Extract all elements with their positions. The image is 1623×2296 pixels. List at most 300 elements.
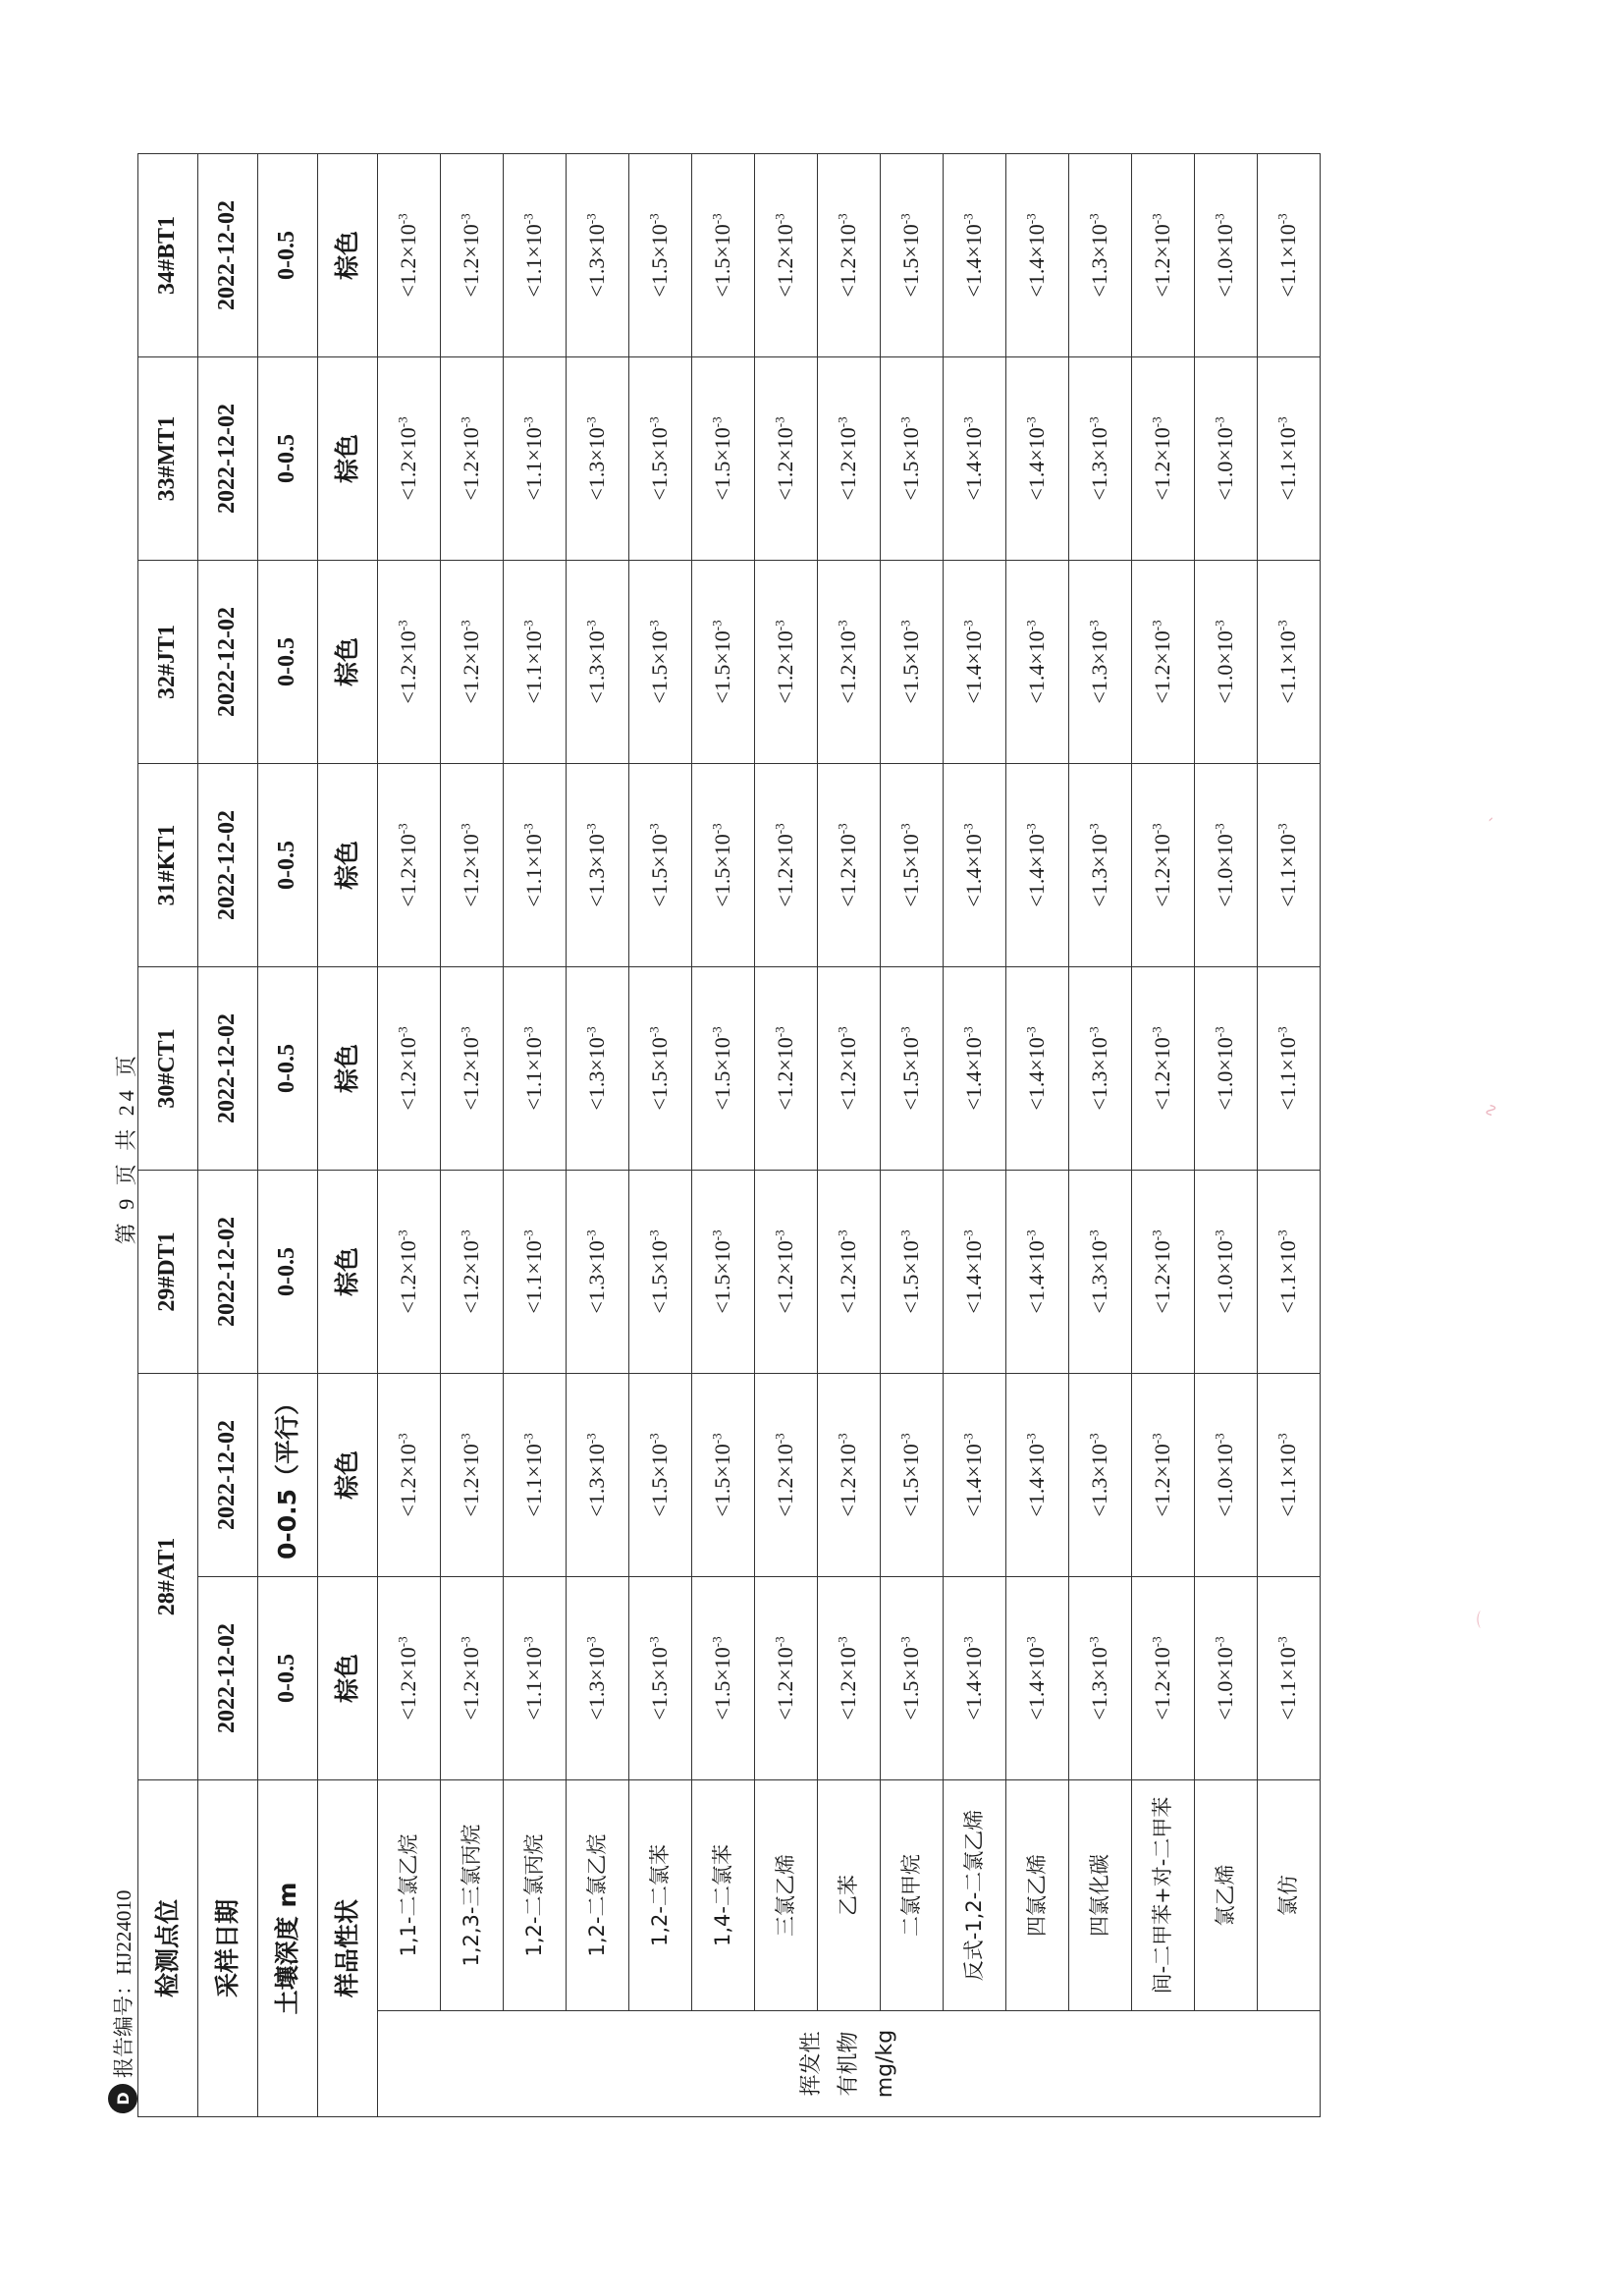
value-mantissa: <1.2×10 bbox=[773, 427, 798, 501]
value-cell bbox=[818, 357, 881, 561]
value-exponent: -3 bbox=[1212, 1636, 1227, 1648]
report-number: 报告编号：HJ224010 bbox=[112, 1889, 135, 2078]
value-exponent: -3 bbox=[583, 620, 599, 631]
value-cell bbox=[755, 967, 818, 1171]
value-cell bbox=[567, 1171, 629, 1374]
value-exponent: -3 bbox=[1086, 213, 1102, 225]
value-mantissa: <1.5×10 bbox=[898, 630, 924, 704]
value-exponent: -3 bbox=[960, 213, 976, 225]
appearance-cell: 棕色 bbox=[318, 1171, 378, 1374]
value-exponent: -3 bbox=[772, 416, 787, 428]
value-cell bbox=[1258, 357, 1321, 561]
value-cell bbox=[378, 967, 441, 1171]
header-row-point bbox=[138, 154, 198, 2117]
value-mantissa: <1.5×10 bbox=[647, 630, 673, 704]
value-exponent: -3 bbox=[395, 823, 410, 835]
value-cell bbox=[1132, 967, 1195, 1171]
value-exponent: -3 bbox=[520, 620, 536, 631]
data-row bbox=[818, 154, 881, 2117]
value-cell bbox=[1006, 357, 1069, 561]
value-mantissa: <1.1×10 bbox=[521, 224, 547, 298]
value-exponent: -3 bbox=[1274, 1230, 1290, 1241]
value-cell bbox=[1258, 1171, 1321, 1374]
param-name: 1,4-二氯苯 bbox=[692, 1780, 755, 2011]
value-mantissa: <1.3×10 bbox=[584, 834, 610, 907]
value-exponent: -3 bbox=[583, 1636, 599, 1648]
value-exponent: -3 bbox=[583, 213, 599, 225]
value-cell bbox=[441, 1374, 504, 1577]
value-mantissa: <1.5×10 bbox=[710, 1037, 735, 1111]
value-exponent: -3 bbox=[709, 1636, 725, 1648]
value-exponent: -3 bbox=[1149, 823, 1164, 835]
value-exponent: -3 bbox=[1274, 1636, 1290, 1648]
value-cell bbox=[378, 1374, 441, 1577]
label-appearance: 样品性状 bbox=[318, 1780, 378, 2117]
value-cell bbox=[818, 154, 881, 357]
value-cell bbox=[1258, 967, 1321, 1171]
value-exponent: -3 bbox=[458, 823, 473, 835]
value-cell bbox=[1069, 154, 1132, 357]
appearance-cell: 棕色 bbox=[318, 154, 378, 357]
value-cell bbox=[1069, 764, 1132, 967]
value-mantissa: <1.0×10 bbox=[1213, 1037, 1238, 1111]
value-mantissa: <1.5×10 bbox=[710, 630, 735, 704]
value-mantissa: <1.5×10 bbox=[647, 1444, 673, 1517]
label-date: 采样日期 bbox=[198, 1780, 258, 2117]
value-cell bbox=[1132, 764, 1195, 967]
param-name: 反式-1,2-二氯乙烯 bbox=[944, 1780, 1006, 2011]
value-mantissa: <1.2×10 bbox=[459, 630, 484, 704]
value-mantissa: <1.1×10 bbox=[1275, 834, 1301, 907]
value-mantissa: <1.4×10 bbox=[961, 1647, 987, 1721]
value-mantissa: <1.5×10 bbox=[898, 1444, 924, 1517]
value-exponent: -3 bbox=[395, 416, 410, 428]
value-exponent: -3 bbox=[1023, 823, 1039, 835]
value-mantissa: <1.5×10 bbox=[647, 224, 673, 298]
value-mantissa: <1.2×10 bbox=[396, 224, 421, 298]
value-exponent: -3 bbox=[1149, 213, 1164, 225]
value-cell bbox=[504, 967, 567, 1171]
value-exponent: -3 bbox=[395, 1230, 410, 1241]
value-mantissa: <1.1×10 bbox=[1275, 1037, 1301, 1111]
value-mantissa: <1.2×10 bbox=[459, 1240, 484, 1314]
value-cell bbox=[692, 357, 755, 561]
value-cell bbox=[504, 561, 567, 764]
value-cell bbox=[818, 764, 881, 967]
date-cell: 2022-12-02 bbox=[198, 764, 258, 967]
value-exponent: -3 bbox=[960, 1636, 976, 1648]
value-cell bbox=[1006, 154, 1069, 357]
value-mantissa: <1.4×10 bbox=[1024, 1647, 1050, 1721]
value-exponent: -3 bbox=[1086, 1230, 1102, 1241]
value-cell bbox=[944, 1171, 1006, 1374]
value-cell bbox=[1258, 154, 1321, 357]
value-exponent: -3 bbox=[520, 416, 536, 428]
value-exponent: -3 bbox=[772, 620, 787, 631]
param-name: 氯乙烯 bbox=[1195, 1780, 1258, 2011]
value-mantissa: <1.3×10 bbox=[1087, 1647, 1112, 1721]
value-exponent: -3 bbox=[1149, 416, 1164, 428]
value-exponent: -3 bbox=[1023, 416, 1039, 428]
value-exponent: -3 bbox=[1274, 1433, 1290, 1445]
value-exponent: -3 bbox=[1274, 823, 1290, 835]
value-cell bbox=[1195, 1171, 1258, 1374]
value-exponent: -3 bbox=[960, 416, 976, 428]
value-cell bbox=[944, 561, 1006, 764]
value-mantissa: <1.2×10 bbox=[773, 1444, 798, 1517]
appearance-cell: 棕色 bbox=[318, 561, 378, 764]
value-exponent: -3 bbox=[772, 1230, 787, 1241]
category-cell bbox=[378, 2011, 1321, 2117]
value-cell bbox=[755, 1171, 818, 1374]
value-exponent: -3 bbox=[646, 823, 662, 835]
value-exponent: -3 bbox=[835, 823, 850, 835]
value-cell bbox=[1258, 561, 1321, 764]
value-exponent: -3 bbox=[897, 1230, 913, 1241]
value-mantissa: <1.2×10 bbox=[836, 1647, 861, 1721]
value-cell bbox=[629, 1374, 692, 1577]
value-exponent: -3 bbox=[960, 1433, 976, 1445]
value-cell bbox=[1069, 357, 1132, 561]
value-exponent: -3 bbox=[1212, 416, 1227, 428]
value-cell bbox=[1258, 1374, 1321, 1577]
value-mantissa: <1.5×10 bbox=[710, 1647, 735, 1721]
value-cell bbox=[818, 1577, 881, 1780]
value-cell bbox=[944, 764, 1006, 967]
value-cell bbox=[881, 154, 944, 357]
point-cell: 30#CT1 bbox=[138, 967, 198, 1171]
depth-cell: 0-0.5 bbox=[258, 967, 318, 1171]
value-mantissa: <1.3×10 bbox=[1087, 427, 1112, 501]
value-mantissa: <1.0×10 bbox=[1213, 224, 1238, 298]
value-mantissa: <1.5×10 bbox=[898, 1240, 924, 1314]
value-exponent: -3 bbox=[1023, 620, 1039, 631]
value-exponent: -3 bbox=[583, 823, 599, 835]
value-mantissa: <1.5×10 bbox=[710, 427, 735, 501]
value-mantissa: <1.4×10 bbox=[1024, 630, 1050, 704]
value-mantissa: <1.5×10 bbox=[647, 1647, 673, 1721]
value-mantissa: <1.4×10 bbox=[961, 427, 987, 501]
stamp-mark: ⌒ bbox=[1477, 1611, 1497, 1628]
value-cell bbox=[692, 561, 755, 764]
value-exponent: -3 bbox=[709, 1026, 725, 1038]
value-exponent: -3 bbox=[897, 416, 913, 428]
value-cell bbox=[944, 357, 1006, 561]
value-mantissa: <1.2×10 bbox=[836, 1240, 861, 1314]
value-cell bbox=[1006, 1171, 1069, 1374]
value-cell bbox=[567, 1577, 629, 1780]
value-cell bbox=[1006, 561, 1069, 764]
value-exponent: -3 bbox=[835, 1433, 850, 1445]
value-mantissa: <1.3×10 bbox=[584, 630, 610, 704]
value-cell bbox=[504, 154, 567, 357]
value-cell bbox=[1006, 967, 1069, 1171]
value-mantissa: <1.1×10 bbox=[521, 427, 547, 501]
value-exponent: -3 bbox=[583, 1433, 599, 1445]
value-cell bbox=[567, 561, 629, 764]
value-mantissa: <1.2×10 bbox=[459, 1647, 484, 1721]
value-mantissa: <1.2×10 bbox=[1150, 1240, 1175, 1314]
value-cell bbox=[1258, 764, 1321, 967]
value-exponent: -3 bbox=[1086, 1433, 1102, 1445]
value-mantissa: <1.5×10 bbox=[898, 1037, 924, 1111]
value-cell bbox=[441, 357, 504, 561]
appearance-cell: 棕色 bbox=[318, 1374, 378, 1577]
value-mantissa: <1.2×10 bbox=[459, 1037, 484, 1111]
stamp-mark: ˎ bbox=[1473, 814, 1493, 823]
value-cell bbox=[1069, 1171, 1132, 1374]
date-cell: 2022-12-02 bbox=[198, 1577, 258, 1780]
value-cell bbox=[629, 764, 692, 967]
value-cell bbox=[1195, 967, 1258, 1171]
value-cell bbox=[629, 1577, 692, 1780]
header-row-date bbox=[198, 154, 258, 2117]
value-cell bbox=[692, 1374, 755, 1577]
value-cell bbox=[441, 154, 504, 357]
value-cell bbox=[755, 1577, 818, 1780]
value-cell bbox=[818, 561, 881, 764]
point-cell: 29#DT1 bbox=[138, 1171, 198, 1374]
value-exponent: -3 bbox=[395, 620, 410, 631]
value-cell bbox=[1069, 967, 1132, 1171]
data-row bbox=[881, 154, 944, 2117]
value-mantissa: <1.2×10 bbox=[1150, 834, 1175, 907]
value-exponent: -3 bbox=[897, 213, 913, 225]
value-exponent: -3 bbox=[835, 1636, 850, 1648]
data-row bbox=[629, 154, 692, 2117]
data-row bbox=[944, 154, 1006, 2117]
value-cell bbox=[881, 764, 944, 967]
value-exponent: -3 bbox=[1086, 1636, 1102, 1648]
value-exponent: -3 bbox=[646, 213, 662, 225]
value-exponent: -3 bbox=[646, 416, 662, 428]
value-mantissa: <1.3×10 bbox=[1087, 834, 1112, 907]
value-mantissa: <1.2×10 bbox=[836, 1444, 861, 1517]
value-cell bbox=[567, 357, 629, 561]
depth-cell: 0-0.5 bbox=[258, 154, 318, 357]
value-mantissa: <1.2×10 bbox=[836, 834, 861, 907]
value-exponent: -3 bbox=[1023, 1026, 1039, 1038]
value-exponent: -3 bbox=[1149, 1230, 1164, 1241]
value-cell bbox=[1006, 1374, 1069, 1577]
depth-cell: 0-0.5 bbox=[258, 561, 318, 764]
value-cell bbox=[441, 561, 504, 764]
data-row bbox=[755, 154, 818, 2117]
value-mantissa: <1.4×10 bbox=[961, 1444, 987, 1517]
value-exponent: -3 bbox=[897, 1433, 913, 1445]
appearance-cell: 棕色 bbox=[318, 967, 378, 1171]
value-mantissa: <1.2×10 bbox=[459, 427, 484, 501]
date-cell: 2022-12-02 bbox=[198, 561, 258, 764]
value-cell bbox=[629, 357, 692, 561]
value-exponent: -3 bbox=[897, 620, 913, 631]
value-exponent: -3 bbox=[458, 1230, 473, 1241]
value-cell bbox=[692, 1171, 755, 1374]
param-name: 氯仿 bbox=[1258, 1780, 1321, 2011]
value-exponent: -3 bbox=[1274, 416, 1290, 428]
value-mantissa: <1.4×10 bbox=[1024, 224, 1050, 298]
value-cell bbox=[378, 1171, 441, 1374]
value-cell bbox=[944, 1577, 1006, 1780]
value-exponent: -3 bbox=[772, 213, 787, 225]
value-mantissa: <1.2×10 bbox=[773, 1647, 798, 1721]
category-line: 挥发性 bbox=[799, 2031, 825, 2097]
value-exponent: -3 bbox=[458, 620, 473, 631]
value-mantissa: <1.5×10 bbox=[710, 834, 735, 907]
value-mantissa: <1.3×10 bbox=[1087, 1037, 1112, 1111]
value-cell bbox=[441, 1577, 504, 1780]
value-cell bbox=[944, 967, 1006, 1171]
value-cell bbox=[629, 561, 692, 764]
value-mantissa: <1.2×10 bbox=[773, 630, 798, 704]
value-exponent: -3 bbox=[835, 1026, 850, 1038]
value-exponent: -3 bbox=[897, 1636, 913, 1648]
value-exponent: -3 bbox=[395, 1636, 410, 1648]
date-cell: 2022-12-02 bbox=[198, 967, 258, 1171]
value-mantissa: <1.2×10 bbox=[396, 1647, 421, 1721]
value-exponent: -3 bbox=[1212, 1230, 1227, 1241]
value-cell bbox=[1132, 561, 1195, 764]
value-cell bbox=[755, 561, 818, 764]
value-mantissa: <1.5×10 bbox=[898, 834, 924, 907]
depth-cell: 0-0.5（平行） bbox=[258, 1374, 318, 1577]
label-point: 检测点位 bbox=[138, 1780, 198, 2117]
value-cell bbox=[504, 1171, 567, 1374]
data-row bbox=[1132, 154, 1195, 2117]
value-cell bbox=[629, 1171, 692, 1374]
value-mantissa: <1.3×10 bbox=[1087, 224, 1112, 298]
value-cell bbox=[881, 561, 944, 764]
value-cell bbox=[441, 1171, 504, 1374]
value-exponent: -3 bbox=[458, 1433, 473, 1445]
date-cell: 2022-12-02 bbox=[198, 154, 258, 357]
value-mantissa: <1.1×10 bbox=[521, 630, 547, 704]
value-mantissa: <1.1×10 bbox=[1275, 630, 1301, 704]
value-cell bbox=[378, 154, 441, 357]
value-mantissa: <1.3×10 bbox=[1087, 1444, 1112, 1517]
value-exponent: -3 bbox=[395, 1433, 410, 1445]
value-mantissa: <1.5×10 bbox=[710, 1444, 735, 1517]
value-mantissa: <1.3×10 bbox=[584, 1240, 610, 1314]
value-exponent: -3 bbox=[1023, 1636, 1039, 1648]
date-cell: 2022-12-02 bbox=[198, 357, 258, 561]
data-row bbox=[1195, 154, 1258, 2117]
value-cell bbox=[504, 357, 567, 561]
value-mantissa: <1.2×10 bbox=[836, 427, 861, 501]
value-exponent: -3 bbox=[1023, 1433, 1039, 1445]
value-exponent: -3 bbox=[458, 1026, 473, 1038]
value-exponent: -3 bbox=[583, 1026, 599, 1038]
value-cell bbox=[567, 764, 629, 967]
value-cell bbox=[567, 967, 629, 1171]
appearance-cell: 棕色 bbox=[318, 1577, 378, 1780]
value-mantissa: <1.1×10 bbox=[521, 1444, 547, 1517]
value-cell bbox=[1132, 1171, 1195, 1374]
param-name: 1,1-二氯乙烷 bbox=[378, 1780, 441, 2011]
value-cell bbox=[1069, 1577, 1132, 1780]
value-cell bbox=[1195, 357, 1258, 561]
param-name: 三氯乙烯 bbox=[755, 1780, 818, 2011]
value-mantissa: <1.2×10 bbox=[1150, 224, 1175, 298]
value-exponent: -3 bbox=[709, 1433, 725, 1445]
value-mantissa: <1.2×10 bbox=[1150, 1444, 1175, 1517]
point-cell: 31#KT1 bbox=[138, 764, 198, 967]
value-cell bbox=[1069, 561, 1132, 764]
value-exponent: -3 bbox=[395, 213, 410, 225]
value-mantissa: <1.1×10 bbox=[1275, 1240, 1301, 1314]
header-row-depth bbox=[258, 154, 318, 2117]
value-mantissa: <1.5×10 bbox=[647, 1037, 673, 1111]
value-exponent: -3 bbox=[395, 1026, 410, 1038]
param-name: 间-二甲苯+对-二甲苯 bbox=[1132, 1780, 1195, 2011]
value-cell bbox=[755, 1374, 818, 1577]
value-mantissa: <1.2×10 bbox=[459, 224, 484, 298]
value-cell bbox=[881, 357, 944, 561]
value-exponent: -3 bbox=[1086, 1026, 1102, 1038]
param-name: 1,2-二氯苯 bbox=[629, 1780, 692, 2011]
value-mantissa: <1.4×10 bbox=[1024, 1240, 1050, 1314]
value-exponent: -3 bbox=[1274, 1026, 1290, 1038]
value-mantissa: <1.0×10 bbox=[1213, 630, 1238, 704]
value-mantissa: <1.2×10 bbox=[459, 834, 484, 907]
value-mantissa: <1.3×10 bbox=[1087, 630, 1112, 704]
value-cell bbox=[818, 967, 881, 1171]
value-mantissa: <1.2×10 bbox=[836, 224, 861, 298]
value-cell bbox=[692, 764, 755, 967]
appearance-cell: 棕色 bbox=[318, 357, 378, 561]
value-exponent: -3 bbox=[835, 620, 850, 631]
value-cell bbox=[755, 357, 818, 561]
value-mantissa: <1.1×10 bbox=[1275, 1444, 1301, 1517]
value-mantissa: <1.4×10 bbox=[1024, 1037, 1050, 1111]
value-mantissa: <1.4×10 bbox=[961, 1037, 987, 1111]
value-mantissa: <1.5×10 bbox=[710, 1240, 735, 1314]
value-cell bbox=[504, 764, 567, 967]
param-name: 二氯甲烷 bbox=[881, 1780, 944, 2011]
value-cell bbox=[692, 154, 755, 357]
value-exponent: -3 bbox=[1023, 213, 1039, 225]
value-exponent: -3 bbox=[1212, 620, 1227, 631]
value-cell bbox=[441, 967, 504, 1171]
value-mantissa: <1.2×10 bbox=[396, 1037, 421, 1111]
value-exponent: -3 bbox=[1086, 620, 1102, 631]
value-cell bbox=[567, 1374, 629, 1577]
point-cell: 34#BT1 bbox=[138, 154, 198, 357]
value-exponent: -3 bbox=[709, 823, 725, 835]
value-mantissa: <1.1×10 bbox=[1275, 427, 1301, 501]
value-exponent: -3 bbox=[520, 1636, 536, 1648]
depth-cell: 0-0.5 bbox=[258, 1577, 318, 1780]
value-exponent: -3 bbox=[646, 1230, 662, 1241]
category-line: mg/kg bbox=[873, 2029, 898, 2099]
value-cell bbox=[818, 1374, 881, 1577]
value-cell bbox=[944, 1374, 1006, 1577]
value-mantissa: <1.5×10 bbox=[647, 427, 673, 501]
data-row bbox=[692, 154, 755, 2117]
data-row bbox=[1258, 154, 1321, 2117]
value-mantissa: <1.4×10 bbox=[961, 224, 987, 298]
value-cell bbox=[755, 154, 818, 357]
value-exponent: -3 bbox=[709, 213, 725, 225]
value-exponent: -3 bbox=[520, 1230, 536, 1241]
value-mantissa: <1.5×10 bbox=[898, 1647, 924, 1721]
value-mantissa: <1.1×10 bbox=[521, 1647, 547, 1721]
value-exponent: -3 bbox=[520, 1026, 536, 1038]
value-cell bbox=[692, 967, 755, 1171]
value-mantissa: <1.2×10 bbox=[773, 834, 798, 907]
value-exponent: -3 bbox=[646, 1026, 662, 1038]
value-exponent: -3 bbox=[458, 1636, 473, 1648]
